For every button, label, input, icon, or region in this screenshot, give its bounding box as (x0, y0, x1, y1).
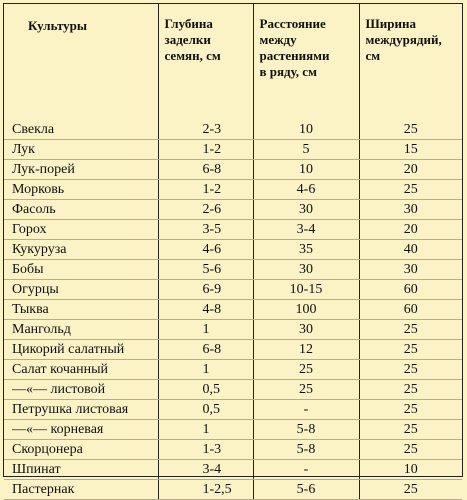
seed-depth-cell: 1-2,5 (158, 480, 253, 500)
crop-name-cell: Скорцонера (4, 440, 158, 460)
plant-spacing-cell: 5-8 (253, 440, 359, 460)
crop-name-cell: Лук (4, 140, 158, 160)
seed-depth-cell: 6-9 (158, 280, 253, 300)
crop-name-cell: Петрушка листовая (4, 400, 158, 420)
header-width-line: Ширина (365, 16, 416, 31)
header-plant-spacing (253, 4, 359, 120)
header-spacing-line: между (259, 32, 297, 47)
plant-spacing-cell: - (253, 460, 359, 480)
table-row (4, 240, 462, 260)
crop-name-cell: Салат кочанный (4, 360, 158, 380)
table-row (4, 460, 462, 480)
plant-spacing-cell: 25 (253, 380, 359, 400)
crop-name-cell: Тыква (4, 300, 158, 320)
row-width-cell: 25 (359, 480, 462, 500)
row-width-cell: 20 (359, 160, 462, 180)
table-row (4, 440, 462, 460)
crop-name-cell: Кукуруза (4, 240, 158, 260)
table-row (4, 140, 462, 160)
seed-depth-cell: 6-8 (158, 340, 253, 360)
plant-spacing-cell: 10-15 (253, 280, 359, 300)
header-spacing-line: Расстояние (259, 16, 326, 31)
table-row (4, 260, 462, 280)
seed-depth-cell: 1-2 (158, 180, 253, 200)
table-row (4, 120, 462, 140)
table-row (4, 380, 462, 400)
header-depth-line: семян, см (164, 48, 221, 63)
row-width-cell: 25 (359, 360, 462, 380)
plant-spacing-cell: 5-6 (253, 480, 359, 500)
plant-spacing-cell: - (253, 400, 359, 420)
crop-name-cell: Морковь (4, 180, 158, 200)
header-width-line: междурядий, (365, 32, 442, 47)
plant-spacing-cell: 5-8 (253, 420, 359, 440)
seed-depth-cell: 3-5 (158, 220, 253, 240)
table-row (4, 160, 462, 180)
plant-spacing-cell: 4-6 (253, 180, 359, 200)
table-row (4, 400, 462, 420)
plant-spacing-cell: 30 (253, 260, 359, 280)
seed-depth-cell: 0,5 (158, 400, 253, 420)
row-width-cell: 40 (359, 240, 462, 260)
row-width-cell: 25 (359, 420, 462, 440)
row-width-cell: 25 (359, 400, 462, 420)
plant-spacing-cell: 5 (253, 140, 359, 160)
row-width-cell: 25 (359, 180, 462, 200)
seed-depth-cell: 1-3 (158, 440, 253, 460)
header-crops (4, 4, 158, 120)
header-depth-line: Глубина (164, 16, 213, 31)
table-row (4, 360, 462, 380)
table-row (4, 280, 462, 300)
plant-spacing-cell: 25 (253, 360, 359, 380)
row-width-cell: 10 (359, 460, 462, 480)
crop-name-cell: Бобы (4, 260, 158, 280)
header-spacing-line: в ряду, см (259, 64, 317, 79)
header-crops-line: Культуры (28, 18, 88, 33)
plant-spacing-cell: 30 (253, 320, 359, 340)
seed-depth-cell: 0,5 (158, 380, 253, 400)
row-width-cell: 25 (359, 440, 462, 460)
crop-name-cell: Шпинат (4, 460, 158, 480)
crop-name-cell: —«— корневая (4, 420, 158, 440)
table-row (4, 320, 462, 340)
header-depth (158, 4, 253, 120)
table-row (4, 420, 462, 440)
seed-depth-cell: 6-8 (158, 160, 253, 180)
header-depth-line: заделки (164, 32, 211, 47)
seed-depth-cell: 1 (158, 360, 253, 380)
seed-depth-cell: 1-2 (158, 140, 253, 160)
plant-spacing-cell: 35 (253, 240, 359, 260)
table-row (4, 200, 462, 220)
crop-name-cell: Фасоль (4, 200, 158, 220)
seed-depth-cell: 4-6 (158, 240, 253, 260)
row-width-cell: 20 (359, 220, 462, 240)
table-row (4, 220, 462, 240)
header-spacing-line: растениями (259, 48, 330, 63)
seed-depth-cell: 5-6 (158, 260, 253, 280)
header-width-line: см (365, 48, 381, 63)
seed-depth-cell: 3-4 (158, 460, 253, 480)
crop-table (4, 4, 462, 500)
plant-spacing-cell: 12 (253, 340, 359, 360)
row-width-cell: 60 (359, 300, 462, 320)
crop-name-cell: Огурцы (4, 280, 158, 300)
row-width-cell: 30 (359, 260, 462, 280)
row-width-cell: 60 (359, 280, 462, 300)
table-frame (3, 3, 463, 498)
seed-depth-cell: 1 (158, 420, 253, 440)
row-width-cell: 25 (359, 120, 462, 140)
row-width-cell: 25 (359, 320, 462, 340)
crop-name-cell: Лук-порей (4, 160, 158, 180)
row-width-cell: 25 (359, 340, 462, 360)
table-body (4, 120, 462, 500)
row-width-cell: 15 (359, 140, 462, 160)
plant-spacing-cell: 10 (253, 120, 359, 140)
row-width-cell: 25 (359, 380, 462, 400)
crop-name-cell: Пастернак (4, 480, 158, 500)
seed-depth-cell: 2-6 (158, 200, 253, 220)
plant-spacing-cell: 10 (253, 160, 359, 180)
crop-name-cell: Свекла (4, 120, 158, 140)
crop-name-cell: Мангольд (4, 320, 158, 340)
seed-depth-cell: 4-8 (158, 300, 253, 320)
header-row (4, 4, 462, 120)
seed-depth-cell: 1 (158, 320, 253, 340)
header-row-width (359, 4, 462, 120)
crop-name-cell: Цикорий салатный (4, 340, 158, 360)
plant-spacing-cell: 100 (253, 300, 359, 320)
plant-spacing-cell: 30 (253, 200, 359, 220)
seed-depth-cell: 2-3 (158, 120, 253, 140)
table-row (4, 300, 462, 320)
row-width-cell: 30 (359, 200, 462, 220)
table-row (4, 340, 462, 360)
table-row (4, 180, 462, 200)
plant-spacing-cell: 3-4 (253, 220, 359, 240)
table-row (4, 480, 462, 500)
crop-name-cell: —«— листовой (4, 380, 158, 400)
crop-name-cell: Горох (4, 220, 158, 240)
